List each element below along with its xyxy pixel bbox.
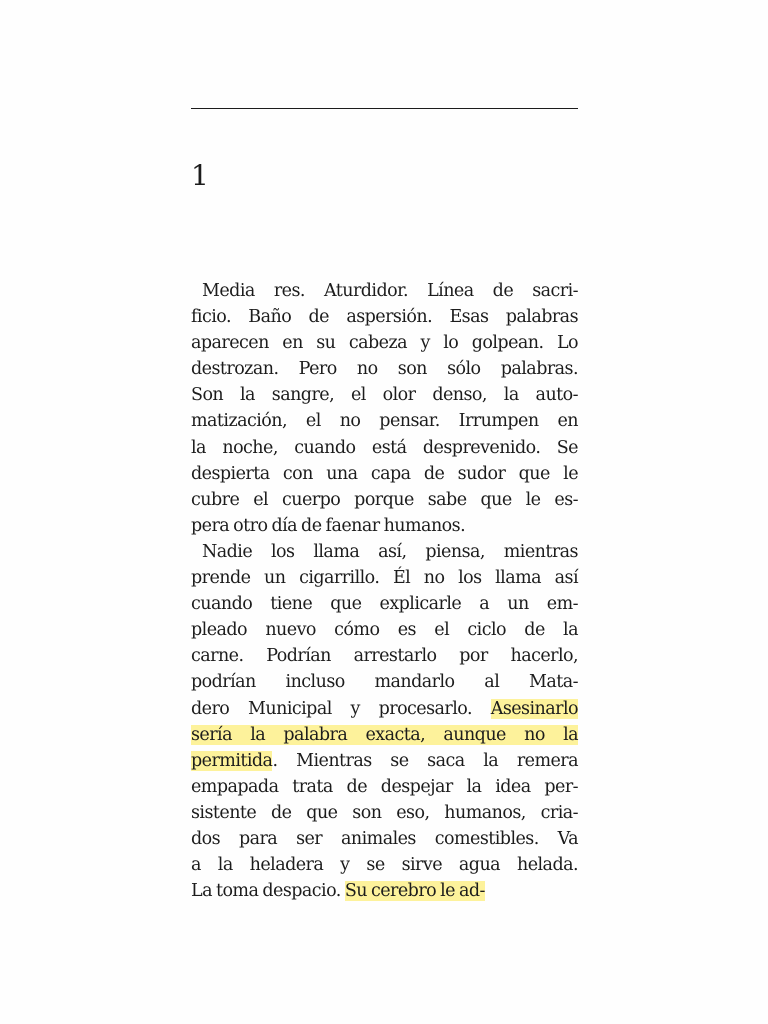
text-line (191, 722, 578, 748)
text-line (191, 304, 578, 330)
text-segment: sistente de que son eso, humanos, cria- (191, 802, 578, 823)
text-segment: destrozan. Pero no son sólo palabras. (191, 359, 578, 380)
text-line (191, 513, 578, 539)
chapter-body-text (191, 278, 578, 904)
text-line (191, 643, 578, 669)
text-segment: dero Municipal y procesarlo. (191, 698, 491, 719)
text-segment: Nadie los llama así, piensa, mientras (202, 541, 578, 562)
text-segment: Son la sangre, el olor denso, la auto- (191, 385, 578, 406)
text-segment: pleado nuevo cómo es el ciclo de la (191, 620, 578, 641)
text-segment: carne. Podrían arrestarlo por hacerlo, (191, 646, 578, 667)
text-line (191, 800, 578, 826)
text-line (191, 278, 578, 304)
chapter-divider-rule (191, 108, 578, 109)
chapter-number: 1 (191, 159, 209, 192)
text-line (191, 356, 578, 382)
text-segment: a la heladera y se sirve agua helada. (191, 855, 578, 876)
text-line (191, 408, 578, 434)
paragraph (191, 278, 578, 539)
text-line (191, 461, 578, 487)
text-line (191, 617, 578, 643)
text-segment: despierta con una capa de sudor que le (191, 463, 578, 484)
text-segment: dos para ser animales comestibles. Va (191, 828, 578, 849)
text-line (191, 487, 578, 513)
text-segment: La toma despacio. (191, 881, 345, 902)
text-line (191, 382, 578, 408)
text-segment: ficio. Baño de aspersión. Esas palabras (191, 307, 578, 328)
highlighted-text: Su cerebro le ad- (344, 881, 485, 902)
text-segment: matización, el no pensar. Irrumpen en (191, 411, 578, 432)
text-line (191, 878, 578, 904)
text-line (191, 748, 578, 774)
text-segment: cuando tiene que explicarle a un em- (191, 594, 578, 615)
text-line (191, 774, 578, 800)
text-line (191, 565, 578, 591)
highlighted-text: permitida (191, 750, 273, 771)
text-segment: la noche, cuando está desprevenido. Se (191, 437, 578, 458)
text-segment: podrían incluso mandarlo al Mata- (191, 672, 578, 693)
text-segment: aparecen en su cabeza y lo golpean. Lo (191, 333, 578, 354)
text-line (191, 591, 578, 617)
text-segment: pera otro día de faenar humanos. (191, 515, 466, 536)
text-segment: Media res. Aturdidor. Línea de sacri- (202, 281, 578, 301)
highlighted-text: sería la palabra exacta, aunque no la (191, 724, 578, 745)
highlighted-text: Asesinarlo (490, 698, 578, 719)
text-line (191, 669, 578, 695)
text-line (191, 826, 578, 852)
text-line (191, 435, 578, 461)
text-line (191, 539, 578, 565)
text-line (191, 330, 578, 356)
text-segment: . Mientras se saca la remera (272, 750, 578, 771)
text-line (191, 696, 578, 722)
text-segment: cubre el cuerpo porque sabe que le es- (191, 489, 578, 510)
text-line (191, 852, 578, 878)
text-segment: empapada trata de despejar la idea per- (191, 776, 578, 797)
paragraph (191, 539, 578, 904)
text-segment: prende un cigarrillo. Él no los llama así (191, 568, 578, 589)
